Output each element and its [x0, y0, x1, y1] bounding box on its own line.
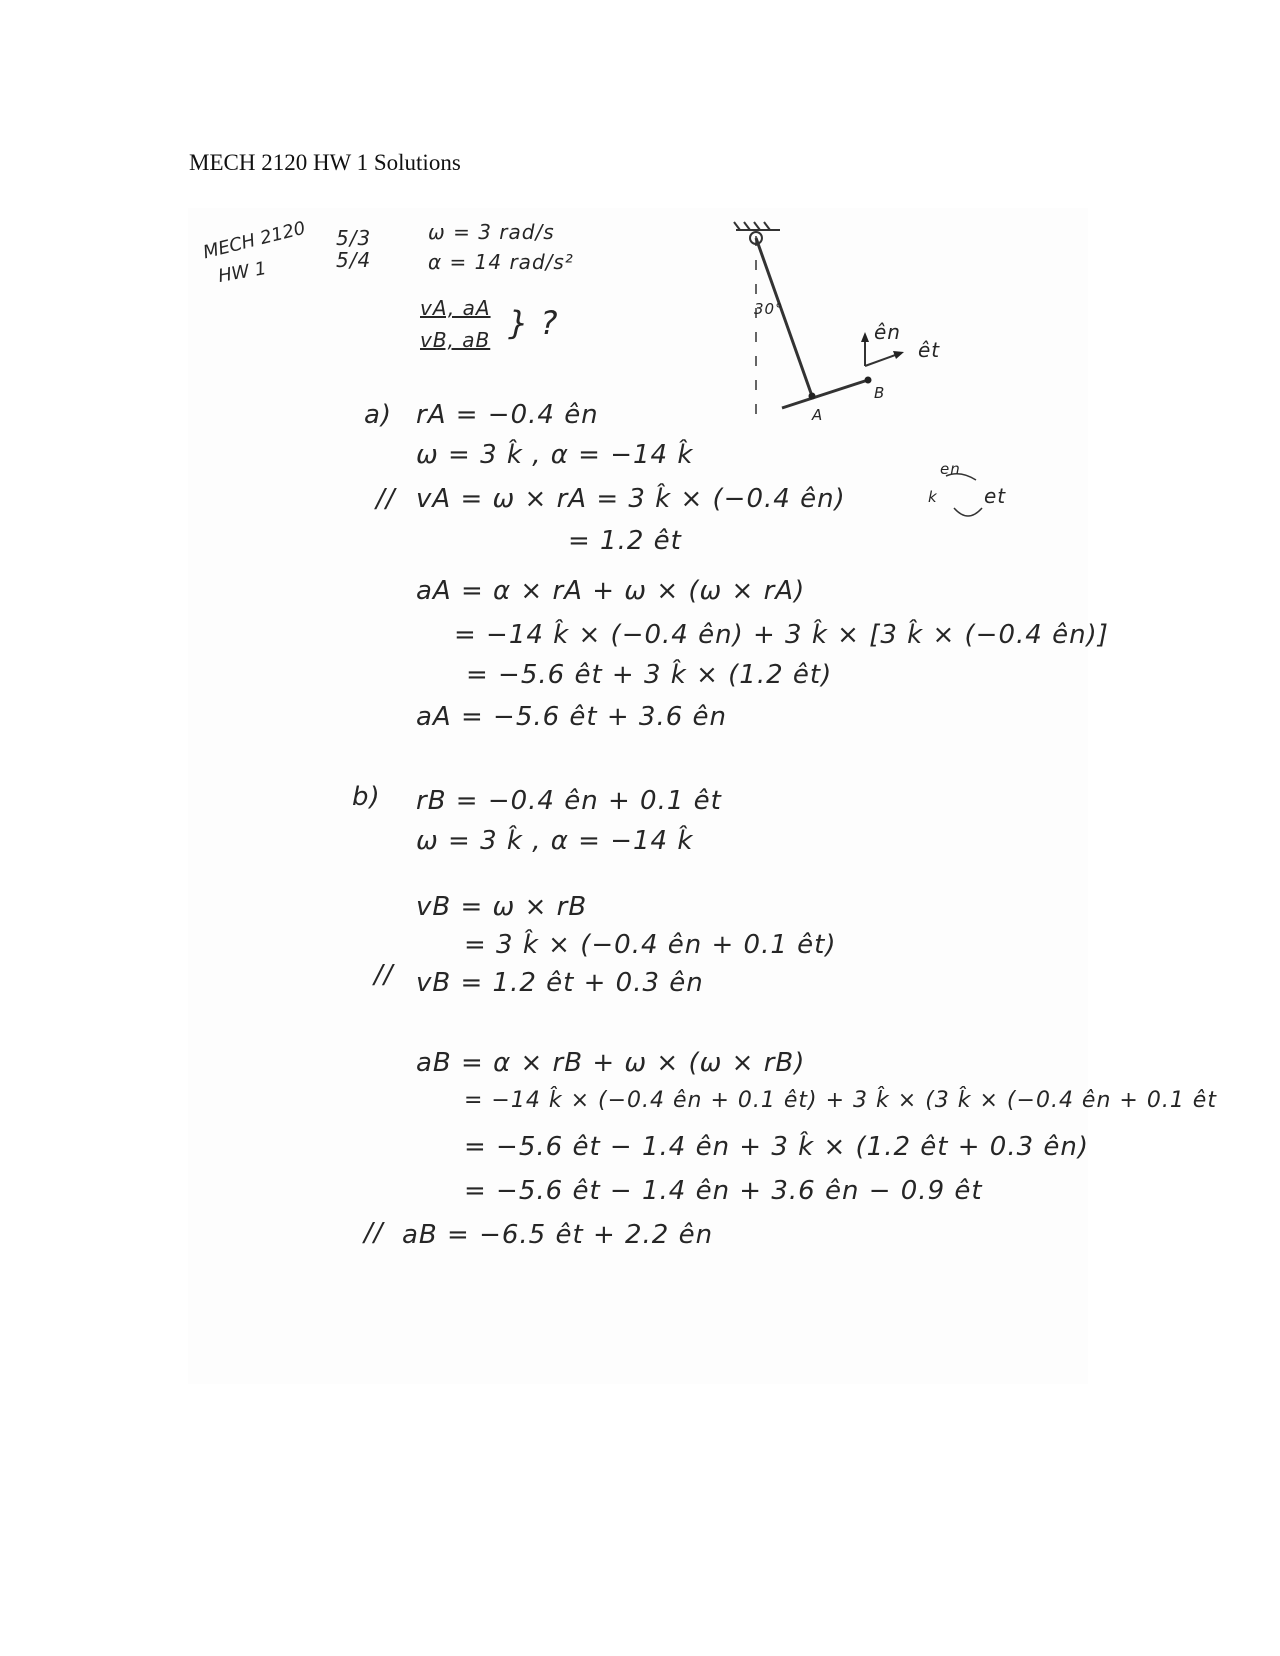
part-b-line: = −5.6 êt − 1.4 ên + 3 k̂ × (1.2 êt + 0.3 ên) — [464, 1132, 1090, 1162]
part-b-mark: // — [364, 1218, 384, 1248]
part-a-line: vA = ω × rA = 3 k̂ × (−0.4 ên) — [416, 484, 846, 514]
part-a-line: rA = −0.4 ên — [416, 400, 599, 430]
angle-label: 30° — [754, 300, 784, 318]
part-a-line: = −5.6 êt + 3 k̂ × (1.2 êt) — [466, 660, 833, 690]
part-a-line: = −14 k̂ × (−0.4 ên) + 3 k̂ × [3 k̂ × (−0.4 ên)] — [454, 620, 1109, 650]
part-b-line: = 3 k̂ × (−0.4 ên + 0.1 êt) — [464, 930, 837, 960]
en-axis-label: ên — [874, 320, 901, 344]
problem-number-top: 5/3 — [336, 226, 372, 250]
triad-et-label: et — [984, 484, 1007, 508]
part-b-line: vB = ω × rB — [416, 892, 588, 922]
part-a-line: aA = α × rA + ω × (ω × rA) — [416, 576, 806, 606]
part-b-label: b) — [352, 782, 381, 812]
et-axis-label: êt — [918, 338, 941, 362]
find-a: vA, aA — [420, 296, 491, 320]
triad-en-label: en — [940, 460, 961, 478]
part-b-mark: // — [374, 960, 394, 990]
part-b-line: = −14 k̂ × (−0.4 ên + 0.1 êt) + 3 k̂ × (3 k̂ × (−0.4 ên + 0.1 êt — [464, 1088, 1217, 1113]
find-b: vB, aB — [420, 328, 491, 352]
triad-k-label: k — [928, 488, 938, 506]
given-alpha: α = 14 rad/s² — [428, 250, 574, 274]
part-b-line: aB = −6.5 êt + 2.2 ên — [402, 1220, 714, 1250]
problem-number-bottom: 5/4 — [336, 248, 372, 272]
handwritten-solution-scan — [188, 208, 1217, 1384]
page-title: MECH 2120 HW 1 Solutions — [189, 150, 461, 175]
part-b-line: ω = 3 k̂ , α = −14 k̂ — [416, 826, 694, 856]
hw-note: HW 1 — [216, 257, 268, 288]
part-b-line: aB = α × rB + ω × (ω × rB) — [416, 1048, 806, 1078]
find-question: } ? — [508, 304, 559, 342]
part-a-mark: // — [376, 484, 396, 514]
given-omega: ω = 3 rad/s — [428, 220, 555, 244]
part-a-label: a) — [364, 400, 393, 430]
course-note: MECH 2120 — [201, 217, 308, 264]
part-b-line: = −5.6 êt − 1.4 ên + 3.6 ên − 0.9 êt — [464, 1176, 983, 1206]
part-a-line: = 1.2 êt — [568, 526, 682, 556]
part-a-line: ω = 3 k̂ , α = −14 k̂ — [416, 440, 694, 470]
part-b-line: rB = −0.4 ên + 0.1 êt — [416, 786, 722, 816]
part-b-line: vB = 1.2 êt + 0.3 ên — [416, 968, 704, 998]
part-a-line: aA = −5.6 êt + 3.6 ên — [416, 702, 728, 732]
point-b-label: B — [874, 384, 886, 402]
point-a-label: A — [812, 406, 824, 424]
